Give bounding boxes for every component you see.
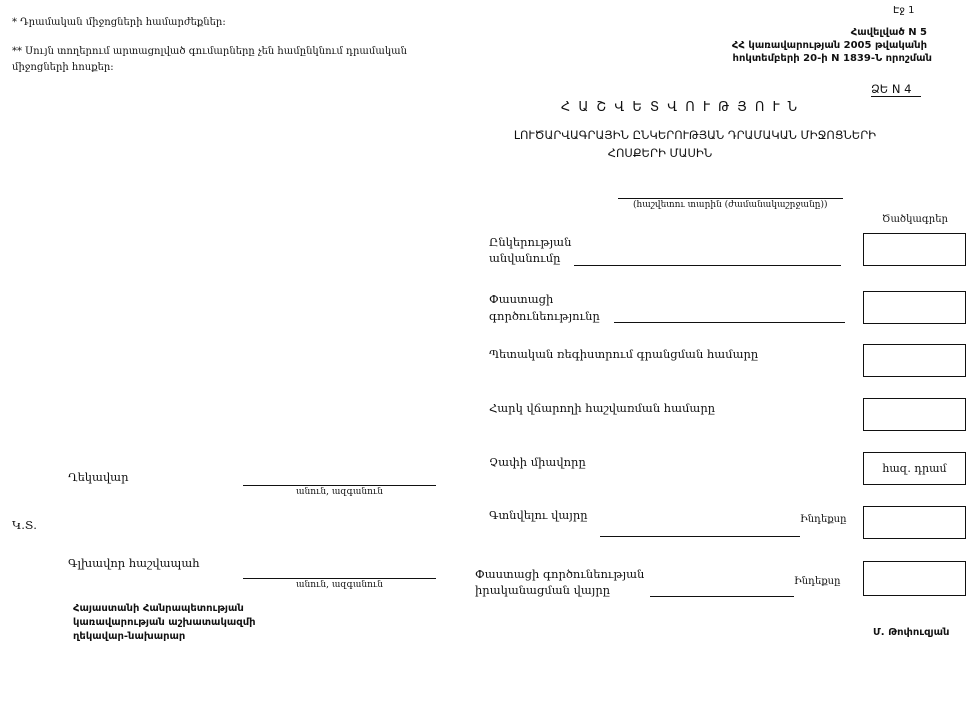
- page-number: Էջ 1: [893, 5, 915, 16]
- company-name-line[interactable]: [574, 265, 841, 266]
- state-register-label: Պետական ռեգիստրում գրանցման համարը: [489, 347, 759, 361]
- postal-code-box-2[interactable]: [863, 561, 966, 596]
- taxpayer-id-label: Հարկ վճարողի հաշվառման համարը: [489, 401, 716, 415]
- director-signature-line[interactable]: [243, 485, 436, 486]
- official-name: Մ. Թոփուզյան: [873, 627, 950, 638]
- report-subtitle-line1: ԼՈՒԾԱՐՎԱԳՐԱՅԻՆ ԸՆԿԵՐՈՒԹՅԱՆ ԴՐԱՄԱԿԱՆ ՄԻՋՈՑՆԵՐԻ: [513, 128, 877, 142]
- activity-code-box[interactable]: [863, 291, 966, 324]
- activity-place-line[interactable]: [650, 596, 794, 597]
- postal-code-label-1: Ինդեքսը: [800, 514, 847, 525]
- company-name-label-1: Ընկերության: [489, 235, 572, 249]
- activity-label-1: Փաստացի: [489, 292, 554, 306]
- activity-label-2: գործունեությունը: [489, 309, 600, 323]
- footnote-2-line1: ** Սույն տողերում արտացոլված գումարները չեն համընկնում դրամական: [12, 46, 407, 57]
- footnote-2-line2: միջոցների հոսքեր:: [12, 62, 114, 73]
- location-label: Գտնվելու վայրը: [489, 508, 588, 522]
- office-line3: ղեկավար-նախարար: [73, 631, 186, 642]
- stamp-label: Կ.Տ.: [12, 518, 37, 532]
- postal-code-box-1[interactable]: [863, 506, 966, 539]
- company-code-box[interactable]: [863, 233, 966, 266]
- company-name-label-2: անվանումը: [489, 251, 561, 265]
- director-label: Ղեկավար: [68, 470, 129, 484]
- footnote-1: * Դրամական միջոցների համարժեքներ:: [12, 17, 226, 28]
- chief-accountant-signature-line[interactable]: [243, 578, 436, 579]
- form-number: ՁԵ N 4: [871, 82, 921, 97]
- appendix-line2: ՀՀ կառավարության 2005 թվականի: [731, 40, 927, 51]
- report-subtitle-line2: ՀՈՍՔԵՐԻ ՄԱՍԻՆ: [607, 146, 713, 160]
- report-title: Հ Ա Շ Վ Ե Տ Վ Ո Ւ Թ Յ Ո Ւ Ն: [560, 100, 800, 115]
- chief-accountant-label: Գլխավոր հաշվապահ: [68, 556, 200, 570]
- appendix-line1: Հավելված N 5: [850, 27, 927, 38]
- period-caption: (հաշվետու տարին (ժամանակաշրջանը)): [633, 200, 828, 210]
- postal-code-label-2: Ինդեքսը: [794, 576, 841, 587]
- director-name-caption: անուն, ազգանուն: [295, 487, 384, 497]
- appendix-line3: հոկտեմբերի 20-ի N 1839-Ն որոշման: [732, 53, 932, 64]
- office-line2: կառավարության աշխատակազմի: [73, 617, 256, 628]
- period-line[interactable]: [618, 198, 843, 199]
- unit-label: Չափի միավորը: [489, 455, 586, 469]
- codes-header: Ծածկագրեր: [882, 214, 948, 225]
- location-line[interactable]: [600, 536, 800, 537]
- state-register-box[interactable]: [863, 344, 966, 377]
- office-line1: Հայաստանի Հանրապետության: [73, 603, 244, 614]
- activity-place-label-2: իրականացման վայրը: [475, 583, 611, 597]
- activity-line[interactable]: [614, 322, 845, 323]
- unit-box[interactable]: [863, 452, 966, 485]
- chief-accountant-name-caption: անուն, ազգանուն: [295, 580, 384, 590]
- unit-value: հազ. դրամ: [882, 462, 947, 475]
- taxpayer-id-box[interactable]: [863, 398, 966, 431]
- activity-place-label-1: Փաստացի գործունեության: [475, 567, 645, 581]
